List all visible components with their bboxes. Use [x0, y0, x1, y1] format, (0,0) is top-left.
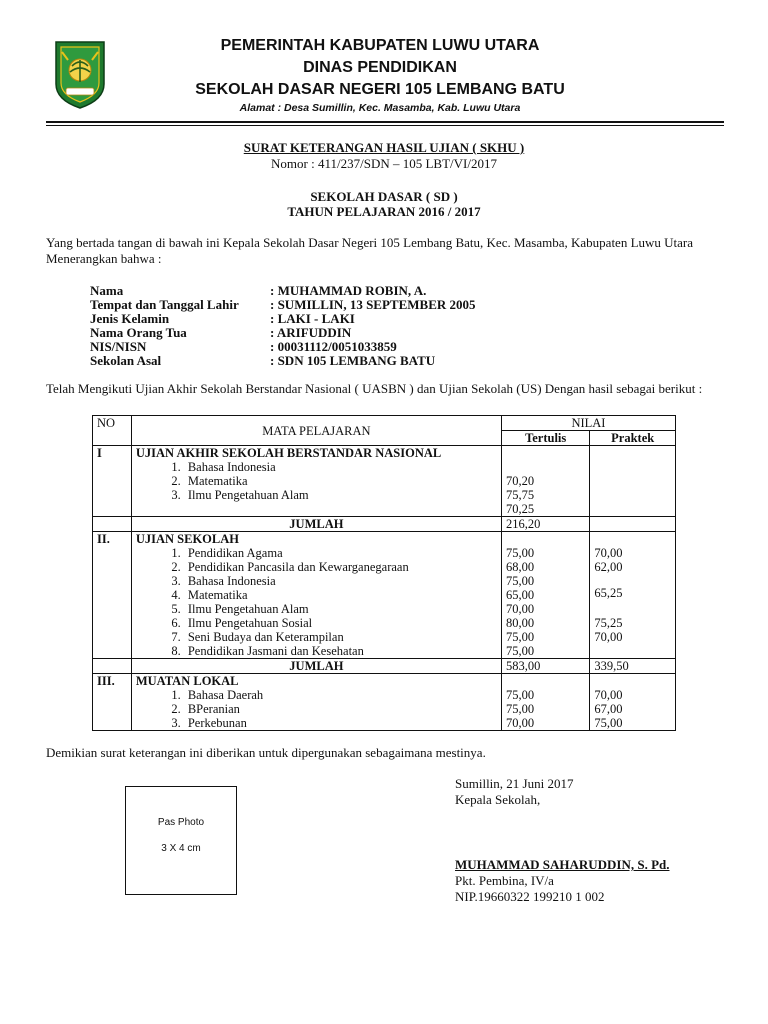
section-subjects — [131, 446, 501, 517]
list-item: 8. Pendidikan Jasmani dan Kesehatan — [184, 644, 497, 658]
total-row — [93, 517, 676, 532]
written-scores — [501, 446, 589, 517]
header-divider-thick — [46, 121, 724, 123]
score: 75,00 — [505, 574, 535, 588]
header-subject: MATA PELAJARAN — [131, 416, 501, 446]
header-practice: Praktek — [590, 431, 676, 446]
list-item: 1. Bahasa Daerah — [184, 688, 497, 702]
photo-placeholder — [125, 786, 237, 895]
header-address: Alamat : Desa Sumillin, Kec. Masamba, Kab. Luwu Utara — [239, 102, 521, 114]
total-practice: 339,50 — [590, 659, 676, 674]
header-department: DINAS PENDIDIKAN — [303, 59, 457, 76]
score: 75,25 — [594, 616, 623, 630]
photo-label: Pas Photo — [157, 817, 205, 828]
field-value: : 00031112/0051033859 — [270, 339, 397, 354]
score: 70,00 — [594, 546, 623, 560]
total-written: 583,00 — [501, 659, 589, 674]
subject-list — [136, 688, 497, 730]
score: 75,00 — [594, 716, 623, 730]
practice-scores — [590, 532, 676, 659]
header-government: PEMERINTAH KABUPATEN LUWU UTARA — [220, 37, 540, 54]
score: 70,25 — [505, 502, 535, 516]
field-value: : LAKI - LAKI — [270, 311, 355, 326]
score: 68,00 — [505, 560, 535, 574]
section-number: I — [93, 446, 132, 517]
list-item: 7. Seni Budaya dan Keterampilan — [184, 630, 497, 644]
practice-scores — [590, 674, 676, 731]
header-written: Tertulis — [501, 431, 589, 446]
signature-name: MUHAMMAD SAHARUDDIN, S. Pd. — [455, 857, 670, 872]
section-subjects — [131, 532, 501, 659]
header-nilai: NILAI — [501, 416, 675, 431]
header-no: NO — [93, 416, 132, 446]
table-row — [93, 532, 676, 659]
signature-place-date: Sumillin, 21 Juni 2017 — [455, 776, 574, 791]
score: 75,00 — [505, 688, 535, 702]
score: 75,00 — [505, 702, 535, 716]
field-label: Nama — [90, 283, 124, 298]
score: 75,00 — [505, 630, 535, 644]
table-header-row — [93, 416, 676, 431]
total-row — [93, 659, 676, 674]
subject-list — [136, 460, 497, 502]
practice-scores — [590, 446, 676, 517]
score: 75,75 — [505, 488, 535, 502]
academic-year: TAHUN PELAJARAN 2016 / 2017 — [287, 204, 481, 219]
score: 80,00 — [505, 616, 535, 630]
section-subjects — [131, 674, 501, 731]
written-scores — [501, 532, 589, 659]
score: 70,20 — [505, 474, 535, 488]
signature-nip: NIP.19660322 199210 1 002 — [455, 889, 605, 904]
total-label: JUMLAH — [131, 659, 501, 674]
field-value: : MUHAMMAD ROBIN, A. — [270, 283, 427, 298]
photo-size: 3 X 4 cm — [161, 843, 201, 854]
field-label: Tempat dan Tanggal Lahir — [90, 297, 239, 312]
regency-emblem-logo — [52, 40, 108, 110]
table-row — [93, 446, 676, 517]
table-row — [93, 674, 676, 731]
signature-rank: Pkt. Pembina, IV/a — [455, 873, 554, 888]
field-label: Sekolan Asal — [90, 353, 162, 368]
section-number: II. — [93, 532, 132, 659]
written-scores — [501, 674, 589, 731]
section-number: III. — [93, 674, 132, 731]
list-item: 5. Ilmu Pengetahuan Alam — [184, 602, 497, 616]
score: 67,00 — [594, 702, 623, 716]
score: 75,00 — [505, 546, 535, 560]
score: 70,00 — [594, 688, 623, 702]
list-item: 2. Pendidikan Pancasila dan Kewarganegaraan — [184, 560, 497, 574]
letter-number: Nomor : 411/237/SDN – 105 LBT/VI/2017 — [271, 156, 497, 171]
list-item: 3. Bahasa Indonesia — [184, 574, 497, 588]
score: 62,00 — [594, 560, 623, 574]
school-level: SEKOLAH DASAR ( SD ) — [310, 189, 458, 204]
section-title: UJIAN AKHIR SEKOLAH BERSTANDAR NASIONAL — [135, 446, 442, 460]
list-item: 3. Perkebunan — [184, 716, 497, 730]
intro-paragraph: Yang bertada tangan di bawah ini Kepala Sekolah Dasar Negeri 105 Lembang Batu, Kec. Masamba, Kabupaten Luwu Utara Menerangkan bahwa : — [46, 235, 694, 266]
section-title: MUATAN LOKAL — [135, 674, 239, 688]
total-practice — [590, 517, 676, 532]
score: 75,00 — [505, 644, 535, 658]
signature-role: Kepala Sekolah, — [455, 792, 541, 807]
field-value: : ARIFUDDIN — [270, 325, 352, 340]
letter-title: SURAT KETERANGAN HASIL UJIAN ( SKHU ) — [243, 140, 525, 155]
total-written: 216,20 — [501, 517, 589, 532]
closing-paragraph: Demikian surat keterangan ini diberikan untuk dipergunakan sebagaimana mestinya. — [46, 745, 486, 760]
subject-list — [136, 546, 497, 658]
list-item: 6. Ilmu Pengetahuan Sosial — [184, 616, 497, 630]
score: 65,25 — [594, 586, 623, 600]
field-value: : SDN 105 LEMBANG BATU — [270, 353, 436, 368]
score: 70,00 — [505, 602, 535, 616]
field-label: Jenis Kelamin — [90, 311, 170, 326]
score: 65,00 — [505, 588, 535, 602]
header-school: SEKOLAH DASAR NEGERI 105 LEMBANG BATU — [195, 81, 565, 98]
list-item: 1. Pendidikan Agama — [184, 546, 497, 560]
statement-paragraph: Telah Mengikuti Ujian Akhir Sekolah Berstandar Nasional ( UASBN ) dan Ujian Sekolah (US) Dengan hasil sebagai berikut : — [46, 381, 703, 396]
total-label: JUMLAH — [131, 517, 501, 532]
list-item: 2. BPeranian — [184, 702, 497, 716]
list-item: 3. Ilmu Pengetahuan Alam — [184, 488, 497, 502]
field-label: Nama Orang Tua — [90, 325, 187, 340]
grades-table — [92, 415, 676, 731]
score: 70,00 — [505, 716, 535, 730]
score: 70,00 — [594, 630, 623, 644]
field-label: NIS/NISN — [90, 339, 147, 354]
list-item: 1. Bahasa Indonesia — [184, 460, 497, 474]
field-value: : SUMILLIN, 13 SEPTEMBER 2005 — [270, 297, 476, 312]
section-title: UJIAN SEKOLAH — [135, 532, 239, 546]
header-divider-thin — [46, 125, 724, 126]
list-item: 2. Matematika — [184, 474, 497, 488]
list-item: 4. Matematika — [184, 588, 497, 602]
